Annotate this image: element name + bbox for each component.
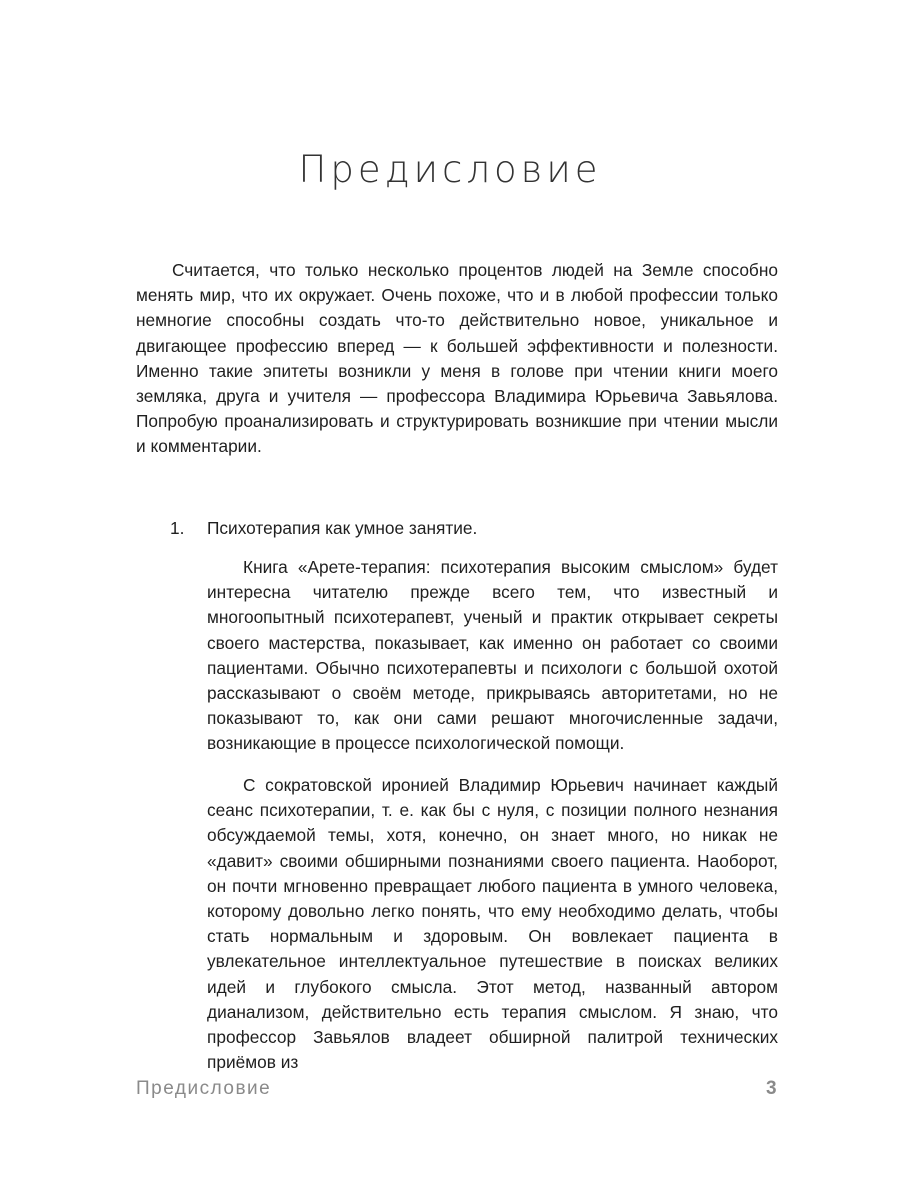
list-item [170,516,778,541]
page-number: 3 [766,1078,777,1099]
paragraph-1 [207,555,778,757]
intro-text: Считается, что только несколько процентов людей на Земле способно менять мир, что их окружает. Очень похоже, что и в любой профессии только немногие способны создать что-то действительно новое, уникальное и двигающее профессию вперед — к большей эффективности и полезности. Именно такие эпитеты возникли у меня в голове при чтении книги моего земляка, друга и учителя — профессора Владимира Юрьевича Завьялова. Попробую проанализировать и структурировать возникшие при чтении мысли и комментарии. [136,260,778,457]
paragraph-2-text: С сократовской иронией Владимир Юрьевич начинает каждый сеанс психотерапии, т. е. как бы с нуля, с позиции полного незнания обсуждаемой темы, хотя, конечно, он знает много, но никак не «давит» своими обширными познаниями своего пациента. Наоборот, он почти мгновенно превращает любого пациента в умного человека, которому довольно легко понять, что ему необходимо делать, чтобы стать нормальным и здоровым. Он вовлекает пациента в увлекательное интеллектуальное путешествие в поисках великих идей и глубокого смысла. Этот метод, названный автором дианализом, действительно есть терапия смыслом. Я знаю, что профессор Завьялов владеет обширной палитрой технических приёмов из [207,775,778,1073]
page-title: Предисловие [298,148,602,191]
running-footer-title: Предисловие [136,1078,272,1099]
paragraph-1-text: Книга «Арете-терапия: психотерапия высоким смыслом» будет интересна читателю прежде всего тем, что известный и многоопытный психотерапевт, ученый и практик открывает секреты своего мастерства, показывает, как именно он работает со своими пациентами. Обычно психотерапевты и психологи с большой охотой рассказывают о своём методе, прикрываясь авторитетами, но не показывают то, как они сами решают многочисленные задачи, возникающие в процессе психологической помощи. [207,557,778,754]
paragraph-2 [207,773,778,1075]
list-item-title: Психотерапия как умное занятие. [207,518,478,538]
intro-paragraph [136,258,778,460]
list-item-number: 1. [170,518,185,538]
